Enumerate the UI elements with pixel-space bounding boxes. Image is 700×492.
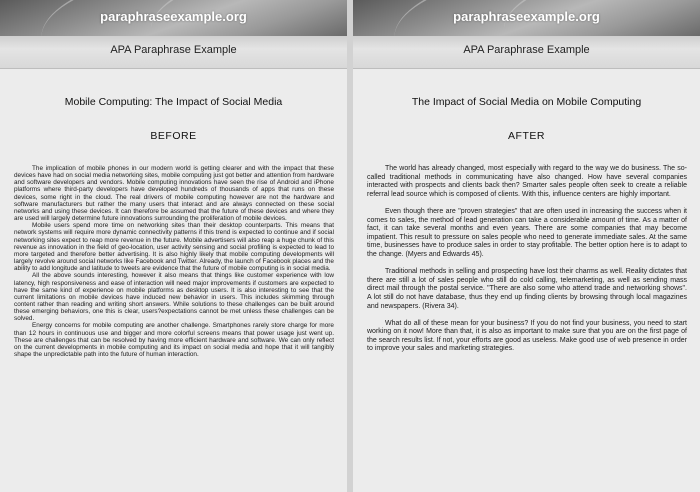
site-banner (353, 0, 700, 36)
before-paragraph: The implication of mobile phones in our modern world is getting clearer and with the impact that these devices have had on social media networking sites, mobile computing just got better and attention from hardware and software developers and vendors. Mobile computing innovations have seen the rise of Android and iPhone platforms where third-party developers have developed hundreds of thousands of apps that runs on these devices, some right in the cloud. The real drivers of mobile computing however are not the hardware and software manufacturers but rather the many users that interact and are always connected on these social networks and using these devices. It can therefore be assumed that the future of these devices and where they are used will largely determine future innovations surrounding the proliferation of mobile devices. (14, 165, 334, 223)
after-page (353, 0, 700, 492)
after-heading: AFTER (508, 130, 545, 142)
after-body (367, 165, 687, 363)
page-header (353, 36, 700, 69)
header-title: APA Paraphrase Example (110, 44, 237, 56)
before-title: Mobile Computing: The Impact of Social Media (64, 96, 283, 108)
before-body (14, 165, 334, 358)
before-paragraph: Energy concerns for mobile computing are another challenge. Smartphones rarely store charge for more than 12 hours in continuous use and bigger and more colorful screens means that power usage just went up. These are challenges that can be resolved by having more efficient hardware and software. We can only reflect on the current developments in mobile computing and its impact on social media and hope that it will tangibly shape the unpredictable path into the future of human interaction. (14, 322, 334, 359)
site-name[interactable]: paraphraseexample.org (100, 9, 247, 24)
before-paragraph: All the above sounds interesting, however it also means that things like customer experience with low latency, high responsiveness and ease of interaction will need major improvements if customers are expected to have the same kind of experience on mobile platforms as desktop users. It is also interesting to see that the current limitations on mobile devices have induced new behavior in users. This includes skimming through content rather than reading and writing short answers. While solutions to these challenges can be built around these emerging behaviors, one this is clear, users?expectations cannot be met unless these challenges can be solved. (14, 272, 334, 323)
after-title: The Impact of Social Media on Mobile Computing (411, 96, 642, 108)
before-page (0, 0, 347, 492)
site-name[interactable]: paraphraseexample.org (453, 9, 600, 24)
before-heading: BEFORE (150, 130, 197, 142)
header-title: APA Paraphrase Example (463, 44, 590, 56)
after-paragraph: The world has already changed, most especially with regard to the way we do business. The so-called traditional methods in communicating have also changed. How have several companies interacted with prospects and clients back then? Smarter sales people often seek to create a reliable referral lead source which is composed of clients. With this, influence centers are highly important. (367, 165, 687, 198)
after-paragraph: Even though there are "proven strategies" that are often used in increasing the success when it comes to sales, the method of lead generation can take a considerable amount of time. As a matter of fact, it can take several months and even years. There are some companies that may become impatient. This result to pressure on sales people who need to generate immediate sales. At the same time, businesses have to produce sales in order to stay profitable. The better option here is to adapt to the change. (Myers and Edwards 45). (367, 207, 687, 258)
before-paragraph: Mobile users spend more time on networking sites than their desktop counterparts. This means that network systems will require more dynamic connectivity patterns if this trend is expected to continue and if social networking sites expect to reap more revenue in the future. Mobile advertisers will also reap a huge chunk of this revenue as innovation in the field of geo-location, user activity sensing and social profiling is expected to lead to more targeted and therefore better advertising. It is also highly likely that mobile computing developments will largely revolve around social networks like Facebook and Twitter. Already, the launch of Facebook places and the ability to add longitude and latitude to tweets are evidence that the future of mobile computing is in social media. (14, 222, 334, 273)
site-banner (0, 0, 347, 36)
after-paragraph: What do all of these mean for your business? If you do not find your business, you need to start working on it now! More than that, it is also as important to make sure that you are on the first page of the search results list. If not, your efforts are good as useless. Make good use of web presence in order to improve your sales and marketing strategies. (367, 319, 687, 353)
page-header (0, 36, 347, 69)
after-paragraph: Traditional methods in selling and prospecting have lost their charms as well. Reality dictates that there are still a lot of sales people who still do cold calling, telemarketing, as well as sending mass direct mail through the postal service. "There are also some who attend trade and networking shows". A lot still do not have database, thus they end up finding clients by browsing through local magazines and newspapers. (Rivera 34). (367, 268, 687, 310)
